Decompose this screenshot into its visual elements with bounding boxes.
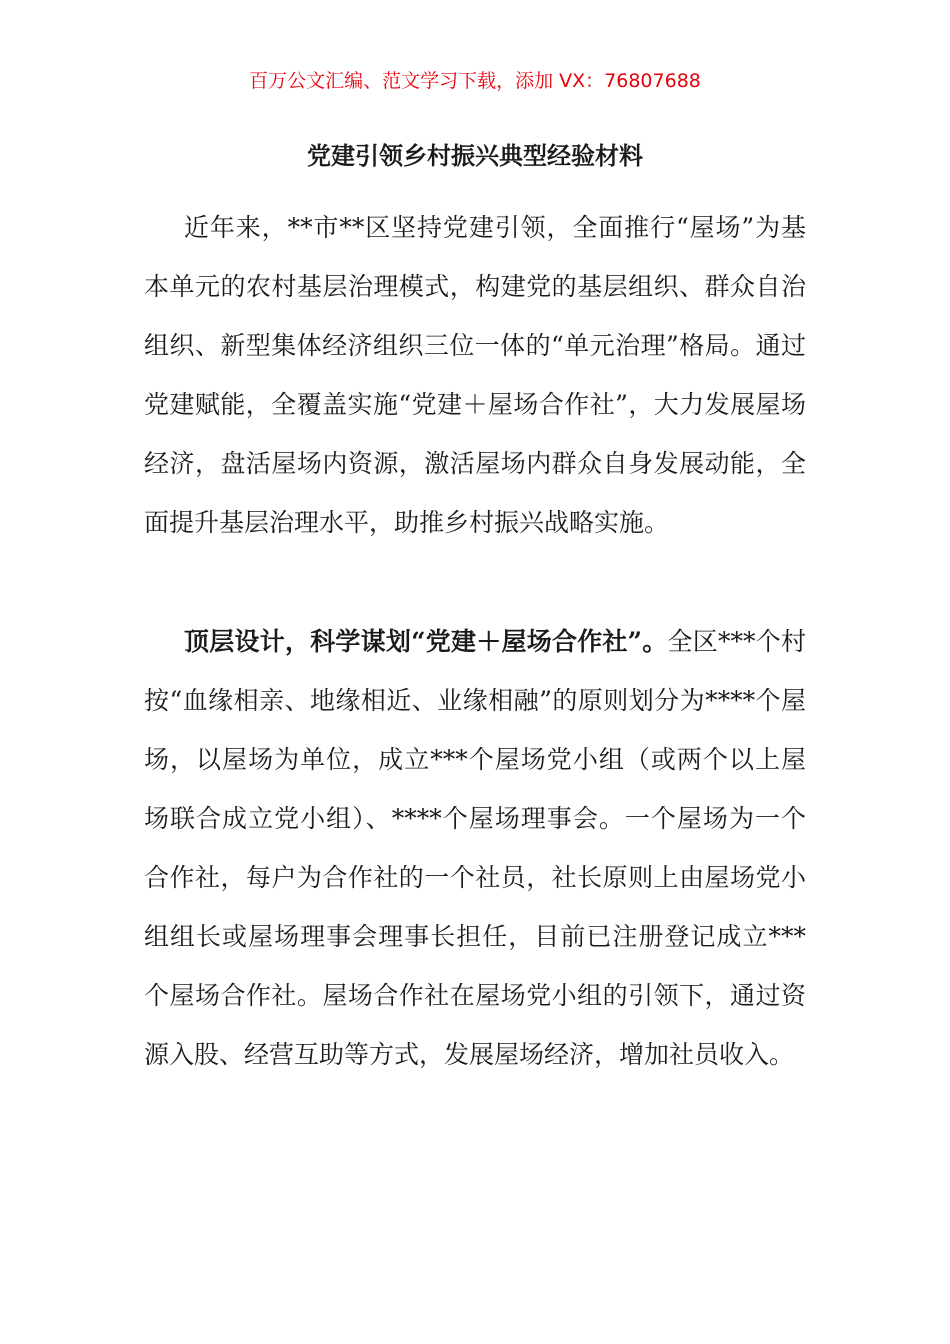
paragraph-top-level-design-text: 全区***个村按“血缘相亲、地缘相近、业缘相融”的原则划分为****个屋场，以屋场为单位，成立***个屋场党小组（或两个以上屋场联合成立党小组）、****个屋场理事会。一个屋场为一个合作社，每户为合作社的一个社员，社长原则上由屋场党小组组长或屋场理事会理事长担任，目前已注册登记成立***个屋场合作社。屋场合作社在屋场党小组的引领下，通过资源入股、经营互助等方式，发展屋场经济，增加社员收入。 — [144, 627, 806, 1069]
document-title: 党建引领乡村振兴典型经验材料 — [307, 141, 643, 170]
paragraph-intro — [144, 198, 806, 552]
paragraph-intro-text: 近年来，**市**区坚持党建引领，全面推行“屋场”为基本单元的农村基层治理模式，构建党的基层组织、群众自治组织、新型集体经济组织三位一体的“单元治理”格局。通过党建赋能，全覆盖实施“党建＋屋场合作社”，大力发展屋场经济，盘活屋场内资源，激活屋场内群众自身发展动能，全面提升基层治理水平，助推乡村振兴战略实施。 — [144, 213, 806, 537]
header-contact-note: 百万公文汇编、范文学习下载，添加 VX：76807688 — [249, 70, 701, 92]
paragraph-heading-bold: 顶层设计，科学谋划“党建＋屋场合作社”。 — [184, 627, 668, 656]
paragraph-top-level-design — [144, 612, 806, 1084]
